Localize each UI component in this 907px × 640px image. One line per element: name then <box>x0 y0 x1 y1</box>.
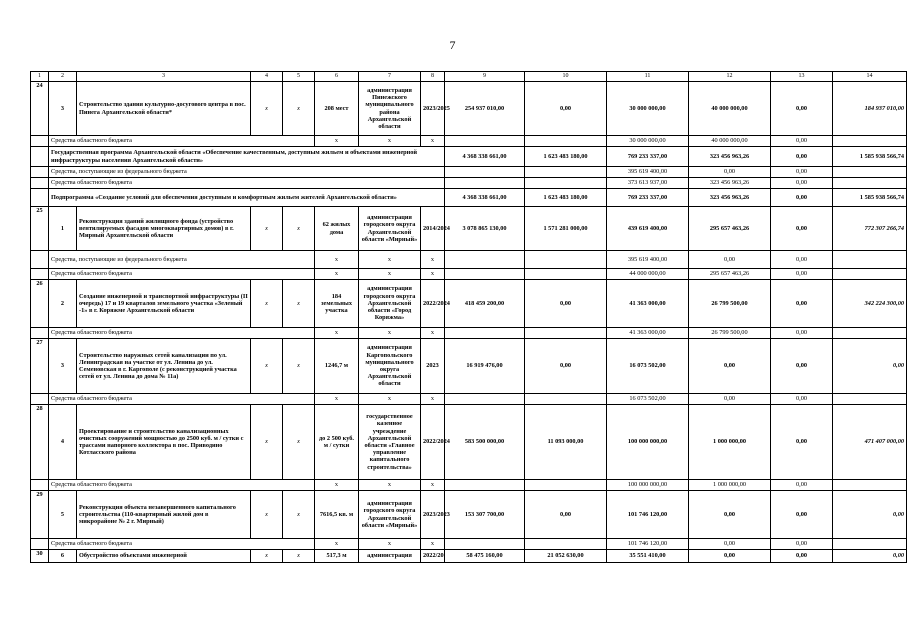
funding-row <box>31 328 907 339</box>
col10-amount: 0,00 <box>525 339 607 394</box>
object-name: Обустройство объектами инженерной <box>77 550 251 563</box>
funding-source: Средства, поступающие из федерального бюджета <box>49 251 315 269</box>
object-row <box>31 339 907 394</box>
funding-row <box>31 539 907 550</box>
col11-amount: 16 073 502,00 <box>607 394 689 405</box>
program-row <box>31 189 907 207</box>
total-cost: 583 500 000,00 <box>445 405 525 480</box>
col12-amount: 26 799 500,00 <box>689 280 771 328</box>
total-cost: 3 078 865 130,00 <box>445 207 525 251</box>
column-number-cell: 13 <box>771 72 833 82</box>
funding-source: Средства, поступающие из федерального бюджета <box>49 167 445 178</box>
col12-amount: 0,00 <box>689 394 771 405</box>
col10-value <box>525 539 607 550</box>
col12-amount: 295 657 463,26 <box>689 207 771 251</box>
col13-amount: 0,00 <box>771 147 833 167</box>
col9-value <box>445 269 525 280</box>
period: 2022/20 <box>421 550 445 563</box>
col13-amount: 0,00 <box>771 82 833 136</box>
col10-value <box>525 136 607 147</box>
col13-amount: 0,00 <box>771 251 833 269</box>
object-row <box>31 280 907 328</box>
col11-amount: 30 000 000,00 <box>607 136 689 147</box>
column-number-cell: 14 <box>833 72 907 82</box>
sub-number: 3 <box>49 339 77 394</box>
col10-amount: 1 623 483 180,00 <box>525 189 607 207</box>
col8-value: x <box>421 251 445 269</box>
col12-amount: 26 799 500,00 <box>689 328 771 339</box>
col14-amount: 0,00 <box>833 550 907 563</box>
col11-amount: 100 000 000,00 <box>607 405 689 480</box>
col11-amount: 395 619 400,00 <box>607 167 689 178</box>
column-number-cell: 11 <box>607 72 689 82</box>
col14-amount: 0,00 <box>833 491 907 539</box>
row-number: 25 <box>31 207 49 251</box>
col11-amount: 769 233 337,00 <box>607 147 689 167</box>
capacity: до 2 500 куб. м / сутки <box>315 405 359 480</box>
object-row <box>31 491 907 539</box>
program-funding-row <box>31 178 907 189</box>
period: 2014/2024 <box>421 207 445 251</box>
col9-value <box>445 328 525 339</box>
funding-source: Средства областного бюджета <box>49 136 315 147</box>
capacity: 1246,7 м <box>315 339 359 394</box>
row-number: 24 <box>31 82 49 136</box>
row-number: 26 <box>31 280 49 328</box>
total-cost: 254 937 010,00 <box>445 82 525 136</box>
column-number-cell: 4 <box>251 72 283 82</box>
program-name: Подпрограмма «Создание условий для обеспечения доступным и комфортным жильем жителей Архангельской области» <box>49 189 445 207</box>
col11-amount: 373 613 937,00 <box>607 178 689 189</box>
col11-amount: 30 000 000,00 <box>607 82 689 136</box>
blank-cell <box>31 167 49 178</box>
col10-value <box>525 251 607 269</box>
col12-amount: 323 456 963,26 <box>689 147 771 167</box>
object-name: Реконструкция зданий жилищного фонда (устройство вентилируемых фасадов многоквартирных домов) в г. Мирный Архангельской области <box>77 207 251 251</box>
program-name: Государственная программа Архангельской области «Обеспечение качественным, доступным жильем и объектами инженерной инфраструктуры населения Архангельской области» <box>49 147 445 167</box>
col5-value: x <box>283 207 315 251</box>
col10-amount: 21 052 630,00 <box>525 550 607 563</box>
col12-amount: 1 000 000,00 <box>689 480 771 491</box>
col6-value: x <box>315 480 359 491</box>
col12-amount: 1 000 000,00 <box>689 405 771 480</box>
col13-amount: 0,00 <box>771 207 833 251</box>
col12-amount: 0,00 <box>689 339 771 394</box>
col14-amount: 184 937 010,00 <box>833 82 907 136</box>
col7-value: x <box>359 269 421 280</box>
column-number-cell: 2 <box>49 72 77 82</box>
column-number-cell: 3 <box>77 72 251 82</box>
col5-value: x <box>283 405 315 480</box>
col5-value: x <box>283 82 315 136</box>
object-row <box>31 207 907 251</box>
period: 2023 <box>421 339 445 394</box>
col12-amount: 0,00 <box>689 550 771 563</box>
blank-cell <box>31 251 49 269</box>
col7-value: x <box>359 328 421 339</box>
object-row <box>31 550 907 563</box>
funding-row <box>31 269 907 280</box>
col11-amount: 41 363 000,00 <box>607 280 689 328</box>
blank-cell <box>31 136 49 147</box>
col11-amount: 769 233 337,00 <box>607 189 689 207</box>
col12-amount: 323 456 963,26 <box>689 178 771 189</box>
col4-value: x <box>251 280 283 328</box>
col6-value: x <box>315 269 359 280</box>
funding-source: Средства областного бюджета <box>49 269 315 280</box>
col4-value: x <box>251 82 283 136</box>
capacity: 517,3 м <box>315 550 359 563</box>
col8-value: x <box>421 269 445 280</box>
sub-number: 1 <box>49 207 77 251</box>
col4-value: x <box>251 405 283 480</box>
col14-value <box>833 167 907 178</box>
col9-value <box>445 394 525 405</box>
col11-amount: 439 619 400,00 <box>607 207 689 251</box>
col10-value <box>525 167 607 178</box>
col12-amount: 0,00 <box>689 491 771 539</box>
total-cost: 16 919 476,00 <box>445 339 525 394</box>
program-row <box>31 147 907 167</box>
customer: администрация городского округа Архангельской области «Мирный» <box>359 491 421 539</box>
col13-amount: 0,00 <box>771 550 833 563</box>
program-funding-row <box>31 167 907 178</box>
col11-amount: 16 073 502,00 <box>607 339 689 394</box>
col13-amount: 0,00 <box>771 539 833 550</box>
col13-amount: 0,00 <box>771 167 833 178</box>
col11-amount: 35 551 410,00 <box>607 550 689 563</box>
object-name: Строительство наружных сетей канализации по ул. Ленинградская на участке от ул. Ленина до ул. Семеновская в г. Каргополе (с реконструкцией участка сетей от ул. Ленина до дома № 11а) <box>77 339 251 394</box>
col12-amount: 323 456 963,26 <box>689 189 771 207</box>
col13-amount: 0,00 <box>771 269 833 280</box>
col6-value: x <box>315 394 359 405</box>
capacity: 184 земельных участка <box>315 280 359 328</box>
blank-cell <box>31 394 49 405</box>
col11-amount: 44 000 000,00 <box>607 269 689 280</box>
row-number: 27 <box>31 339 49 394</box>
col11-amount: 41 363 000,00 <box>607 328 689 339</box>
col4-value: x <box>251 550 283 563</box>
col6-value: x <box>315 539 359 550</box>
column-number-cell: 6 <box>315 72 359 82</box>
col11-amount: 395 619 400,00 <box>607 251 689 269</box>
col6-value: x <box>315 251 359 269</box>
col5-value: x <box>283 491 315 539</box>
col10-amount: 0,00 <box>525 82 607 136</box>
customer: государственное казенное учреждение Архангельской области «Главное управление капитального строительства» <box>359 405 421 480</box>
customer: администрация Пинежского муниципального района Архангельской области <box>359 82 421 136</box>
col9-amount: 4 368 338 661,00 <box>445 147 525 167</box>
col14-value <box>833 178 907 189</box>
object-name: Строительство здания культурно-досугового центра в пос. Пинега Архангельской области* <box>77 82 251 136</box>
col10-amount: 11 093 000,00 <box>525 405 607 480</box>
funding-source: Средства областного бюджета <box>49 394 315 405</box>
col14-value <box>833 328 907 339</box>
funding-source: Средства областного бюджета <box>49 539 315 550</box>
col5-value: x <box>283 280 315 328</box>
col14-value <box>833 269 907 280</box>
column-number-cell: 9 <box>445 72 525 82</box>
investment-table <box>30 71 907 563</box>
blank-cell <box>31 480 49 491</box>
col12-amount: 295 657 463,26 <box>689 269 771 280</box>
col14-amount: 1 585 938 566,74 <box>833 189 907 207</box>
total-cost: 58 475 160,00 <box>445 550 525 563</box>
col9-value <box>445 136 525 147</box>
col14-value <box>833 136 907 147</box>
col10-value <box>525 178 607 189</box>
object-name: Реконструкция объекта незавершенного капитального строительства (110-квартирный жилой дом в микрорайоне № 2 г. Мирный) <box>77 491 251 539</box>
funding-source: Средства областного бюджета <box>49 480 315 491</box>
funding-row <box>31 480 907 491</box>
sub-number: 2 <box>49 280 77 328</box>
col13-amount: 0,00 <box>771 491 833 539</box>
col10-amount: 0,00 <box>525 280 607 328</box>
funding-row <box>31 394 907 405</box>
period: 2023/2023 <box>421 491 445 539</box>
col10-amount: 1 623 483 180,00 <box>525 147 607 167</box>
column-number-cell: 5 <box>283 72 315 82</box>
col12-amount: 0,00 <box>689 251 771 269</box>
col8-value: x <box>421 480 445 491</box>
col5-value: x <box>283 550 315 563</box>
object-row <box>31 405 907 480</box>
customer: администрация <box>359 550 421 563</box>
sub-number: 5 <box>49 491 77 539</box>
col13-amount: 0,00 <box>771 405 833 480</box>
sub-number: 6 <box>49 550 77 563</box>
col14-value <box>833 539 907 550</box>
col14-amount: 1 585 938 566,74 <box>833 147 907 167</box>
col14-value <box>833 251 907 269</box>
col5-value: x <box>283 339 315 394</box>
total-cost: 418 459 200,00 <box>445 280 525 328</box>
row-number: 29 <box>31 491 49 539</box>
blank-cell <box>31 328 49 339</box>
customer: администрация городского округа Архангельской области «Мирный» <box>359 207 421 251</box>
col6-value: x <box>315 328 359 339</box>
col12-amount: 0,00 <box>689 167 771 178</box>
sub-number: 4 <box>49 405 77 480</box>
col14-value <box>833 394 907 405</box>
col6-value: x <box>315 136 359 147</box>
column-number-cell: 7 <box>359 72 421 82</box>
col14-value <box>833 480 907 491</box>
col10-value <box>525 328 607 339</box>
col4-value: x <box>251 339 283 394</box>
row-number: 28 <box>31 405 49 480</box>
col7-value: x <box>359 539 421 550</box>
col8-value: x <box>421 328 445 339</box>
col12-amount: 40 000 000,00 <box>689 82 771 136</box>
capacity: 208 мест <box>315 82 359 136</box>
capacity: 62 жилых дома <box>315 207 359 251</box>
col9-value <box>445 251 525 269</box>
col12-amount: 40 000 000,00 <box>689 136 771 147</box>
col7-value: x <box>359 480 421 491</box>
col9-value <box>445 178 525 189</box>
period: 2022/2024 <box>421 405 445 480</box>
col9-value <box>445 539 525 550</box>
col8-value: x <box>421 539 445 550</box>
capacity: 7616,5 кв. м <box>315 491 359 539</box>
col7-value: x <box>359 251 421 269</box>
column-number-cell: 1 <box>31 72 49 82</box>
column-number-cell: 8 <box>421 72 445 82</box>
column-number-cell: 12 <box>689 72 771 82</box>
col10-value <box>525 269 607 280</box>
blank-cell <box>31 539 49 550</box>
col8-value: x <box>421 394 445 405</box>
col10-value <box>525 480 607 491</box>
period: 2022/2024 <box>421 280 445 328</box>
col11-amount: 100 000 000,00 <box>607 480 689 491</box>
column-number-row <box>31 72 907 82</box>
object-name: Проектирование и строительство канализационных очистных сооружений мощностью до 2500 куб. м / сутки с трассами напорного коллектора в пос. Приводино Котласского района <box>77 405 251 480</box>
col14-amount: 342 224 300,00 <box>833 280 907 328</box>
sub-number: 3 <box>49 82 77 136</box>
col13-amount: 0,00 <box>771 189 833 207</box>
col10-amount: 1 571 281 000,00 <box>525 207 607 251</box>
col10-amount: 0,00 <box>525 491 607 539</box>
col13-amount: 0,00 <box>771 394 833 405</box>
customer: администрация городского округа Архангельской области «Город Коряжма» <box>359 280 421 328</box>
col14-amount: 0,00 <box>833 339 907 394</box>
object-name: Создание инженерной и транспортной инфраструктуры (II очередь) 17 и 19 кварталов земельного участка «Зеленый -1» в г. Коряжме Архангельской области <box>77 280 251 328</box>
col13-amount: 0,00 <box>771 136 833 147</box>
col4-value: x <box>251 207 283 251</box>
col4-value: x <box>251 491 283 539</box>
funding-source: Средства областного бюджета <box>49 178 445 189</box>
funding-source: Средства областного бюджета <box>49 328 315 339</box>
col14-amount: 772 307 266,74 <box>833 207 907 251</box>
col11-amount: 101 746 120,00 <box>607 539 689 550</box>
col14-amount: 471 407 000,00 <box>833 405 907 480</box>
object-row <box>31 82 907 136</box>
col9-amount: 4 368 338 661,00 <box>445 189 525 207</box>
blank-cell <box>31 178 49 189</box>
col13-amount: 0,00 <box>771 178 833 189</box>
col9-value <box>445 480 525 491</box>
funding-row <box>31 251 907 269</box>
col13-amount: 0,00 <box>771 280 833 328</box>
blank-cell <box>31 147 49 167</box>
page-number: 7 <box>449 38 456 52</box>
col11-amount: 101 746 120,00 <box>607 491 689 539</box>
blank-cell <box>31 189 49 207</box>
funding-row <box>31 136 907 147</box>
column-number-cell: 10 <box>525 72 607 82</box>
total-cost: 153 307 700,00 <box>445 491 525 539</box>
col10-value <box>525 394 607 405</box>
customer: администрация Каргопольского муниципального округа Архангельской области <box>359 339 421 394</box>
col13-amount: 0,00 <box>771 480 833 491</box>
col13-amount: 0,00 <box>771 339 833 394</box>
col12-amount: 0,00 <box>689 539 771 550</box>
col7-value: x <box>359 136 421 147</box>
col7-value: x <box>359 394 421 405</box>
row-number: 30 <box>31 550 49 563</box>
col9-value <box>445 167 525 178</box>
period: 2023/2025 <box>421 82 445 136</box>
col8-value: x <box>421 136 445 147</box>
col13-amount: 0,00 <box>771 328 833 339</box>
blank-cell <box>31 269 49 280</box>
